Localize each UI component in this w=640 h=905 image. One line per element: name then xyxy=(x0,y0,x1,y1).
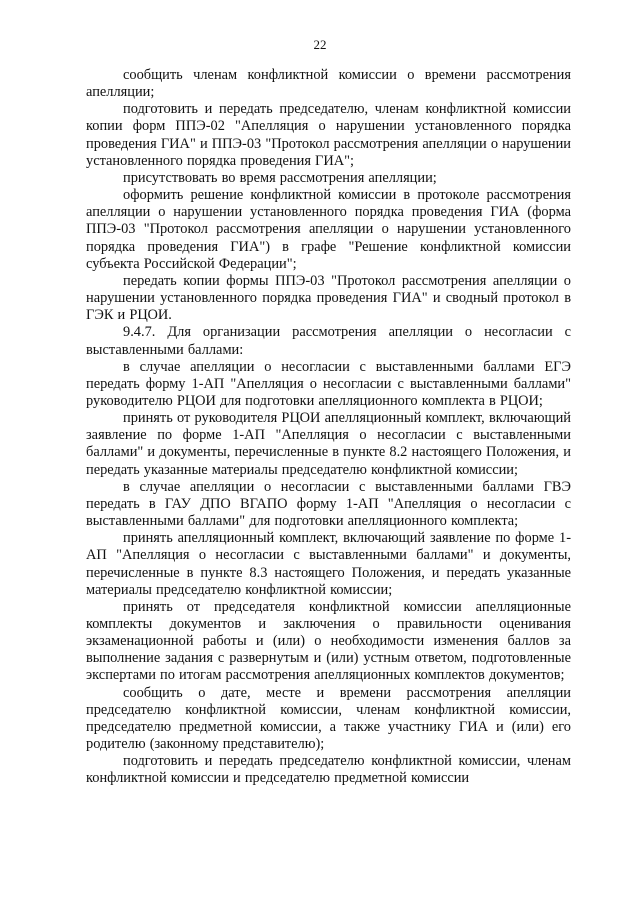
paragraph: принять от руководителя РЦОИ апелляционный комплект, включающий заявление по форме 1-АП "Апелляция о несогласии с выставленными баллами" и документы, перечисленные в пункте 8.2 настоящего Положения, и передать указанные материалы председателю конфликтной комиссии; xyxy=(86,410,571,478)
paragraph: сообщить о дате, месте и времени рассмотрения апелляции председателю конфликтной комиссии, членам конфликтной комиссии, председателю предметной комиссии, а также участнику ГИА и (или) его родителю (законному представителю); xyxy=(86,684,571,753)
paragraph: подготовить и передать председателю конфликтной комиссии, членам конфликтной комиссии и председателю предметной комиссии xyxy=(86,753,571,787)
page-number: 22 xyxy=(313,37,327,52)
section-heading-paragraph: 9.4.7. Для организации рассмотрения апелляции о несогласии с выставленными баллами: xyxy=(86,324,571,358)
paragraph: принять от председателя конфликтной комиссии апелляционные комплекты документов и заключения о правильности оценивания экзаменационной работы и (или) о необходимости изменения баллов за выполнение задания с развернутым и (или) устным ответом, подготовленные экспертами по итогам рассмотрения апелляционных комплектов документов; xyxy=(86,598,571,684)
paragraph: сообщить членам конфликтной комиссии о времени рассмотрения апелляции; xyxy=(86,67,571,101)
paragraph: передать копии формы ППЭ-03 "Протокол рассмотрения апелляции о нарушении установленного порядка проведения ГИА" и сводный протокол в ГЭК и РЦОИ. xyxy=(86,272,571,324)
paragraph: подготовить и передать председателю, членам конфликтной комиссии копии форм ППЭ-02 "Апелляция о нарушении установленного порядка проведения ГИА" и ППЭ-03 "Протокол рассмотрения апелляции о нарушении установленного порядка проведения ГИА"; xyxy=(86,101,571,169)
paragraph: присутствовать во время рассмотрения апелляции; xyxy=(123,169,437,186)
paragraph: в случае апелляции о несогласии с выставленными баллами ГВЭ передать в ГАУ ДПО ВГАПО форму 1-АП "Апелляция о несогласии с выставленными баллами" для подготовки апелляционного комплекта; xyxy=(86,478,571,530)
paragraph: в случае апелляции о несогласии с выставленными баллами ЕГЭ передать форму 1-АП "Апелляция о несогласии с выставленными баллами" руководителю РЦОИ для подготовки апелляционного комплекта в РЦОИ; xyxy=(86,358,571,409)
document-body xyxy=(86,67,571,788)
paragraph: принять апелляционный комплект, включающий заявление по форме 1-АП "Апелляция о несогласии с выставленными баллами" и документы, перечисленные в пункте 8.3 настоящего Положения, и передать указанные материалы председателю конфликтной комиссии; xyxy=(86,530,571,598)
paragraph: оформить решение конфликтной комиссии в протоколе рассмотрения апелляции о нарушении установленного порядка проведения ГИА (форма ППЭ-03 "Протокол рассмотрения апелляции о нарушении установленного порядка проведения ГИА") в графе "Решение конфликтной комиссии субъекта Российской Федерации"; xyxy=(86,187,571,272)
